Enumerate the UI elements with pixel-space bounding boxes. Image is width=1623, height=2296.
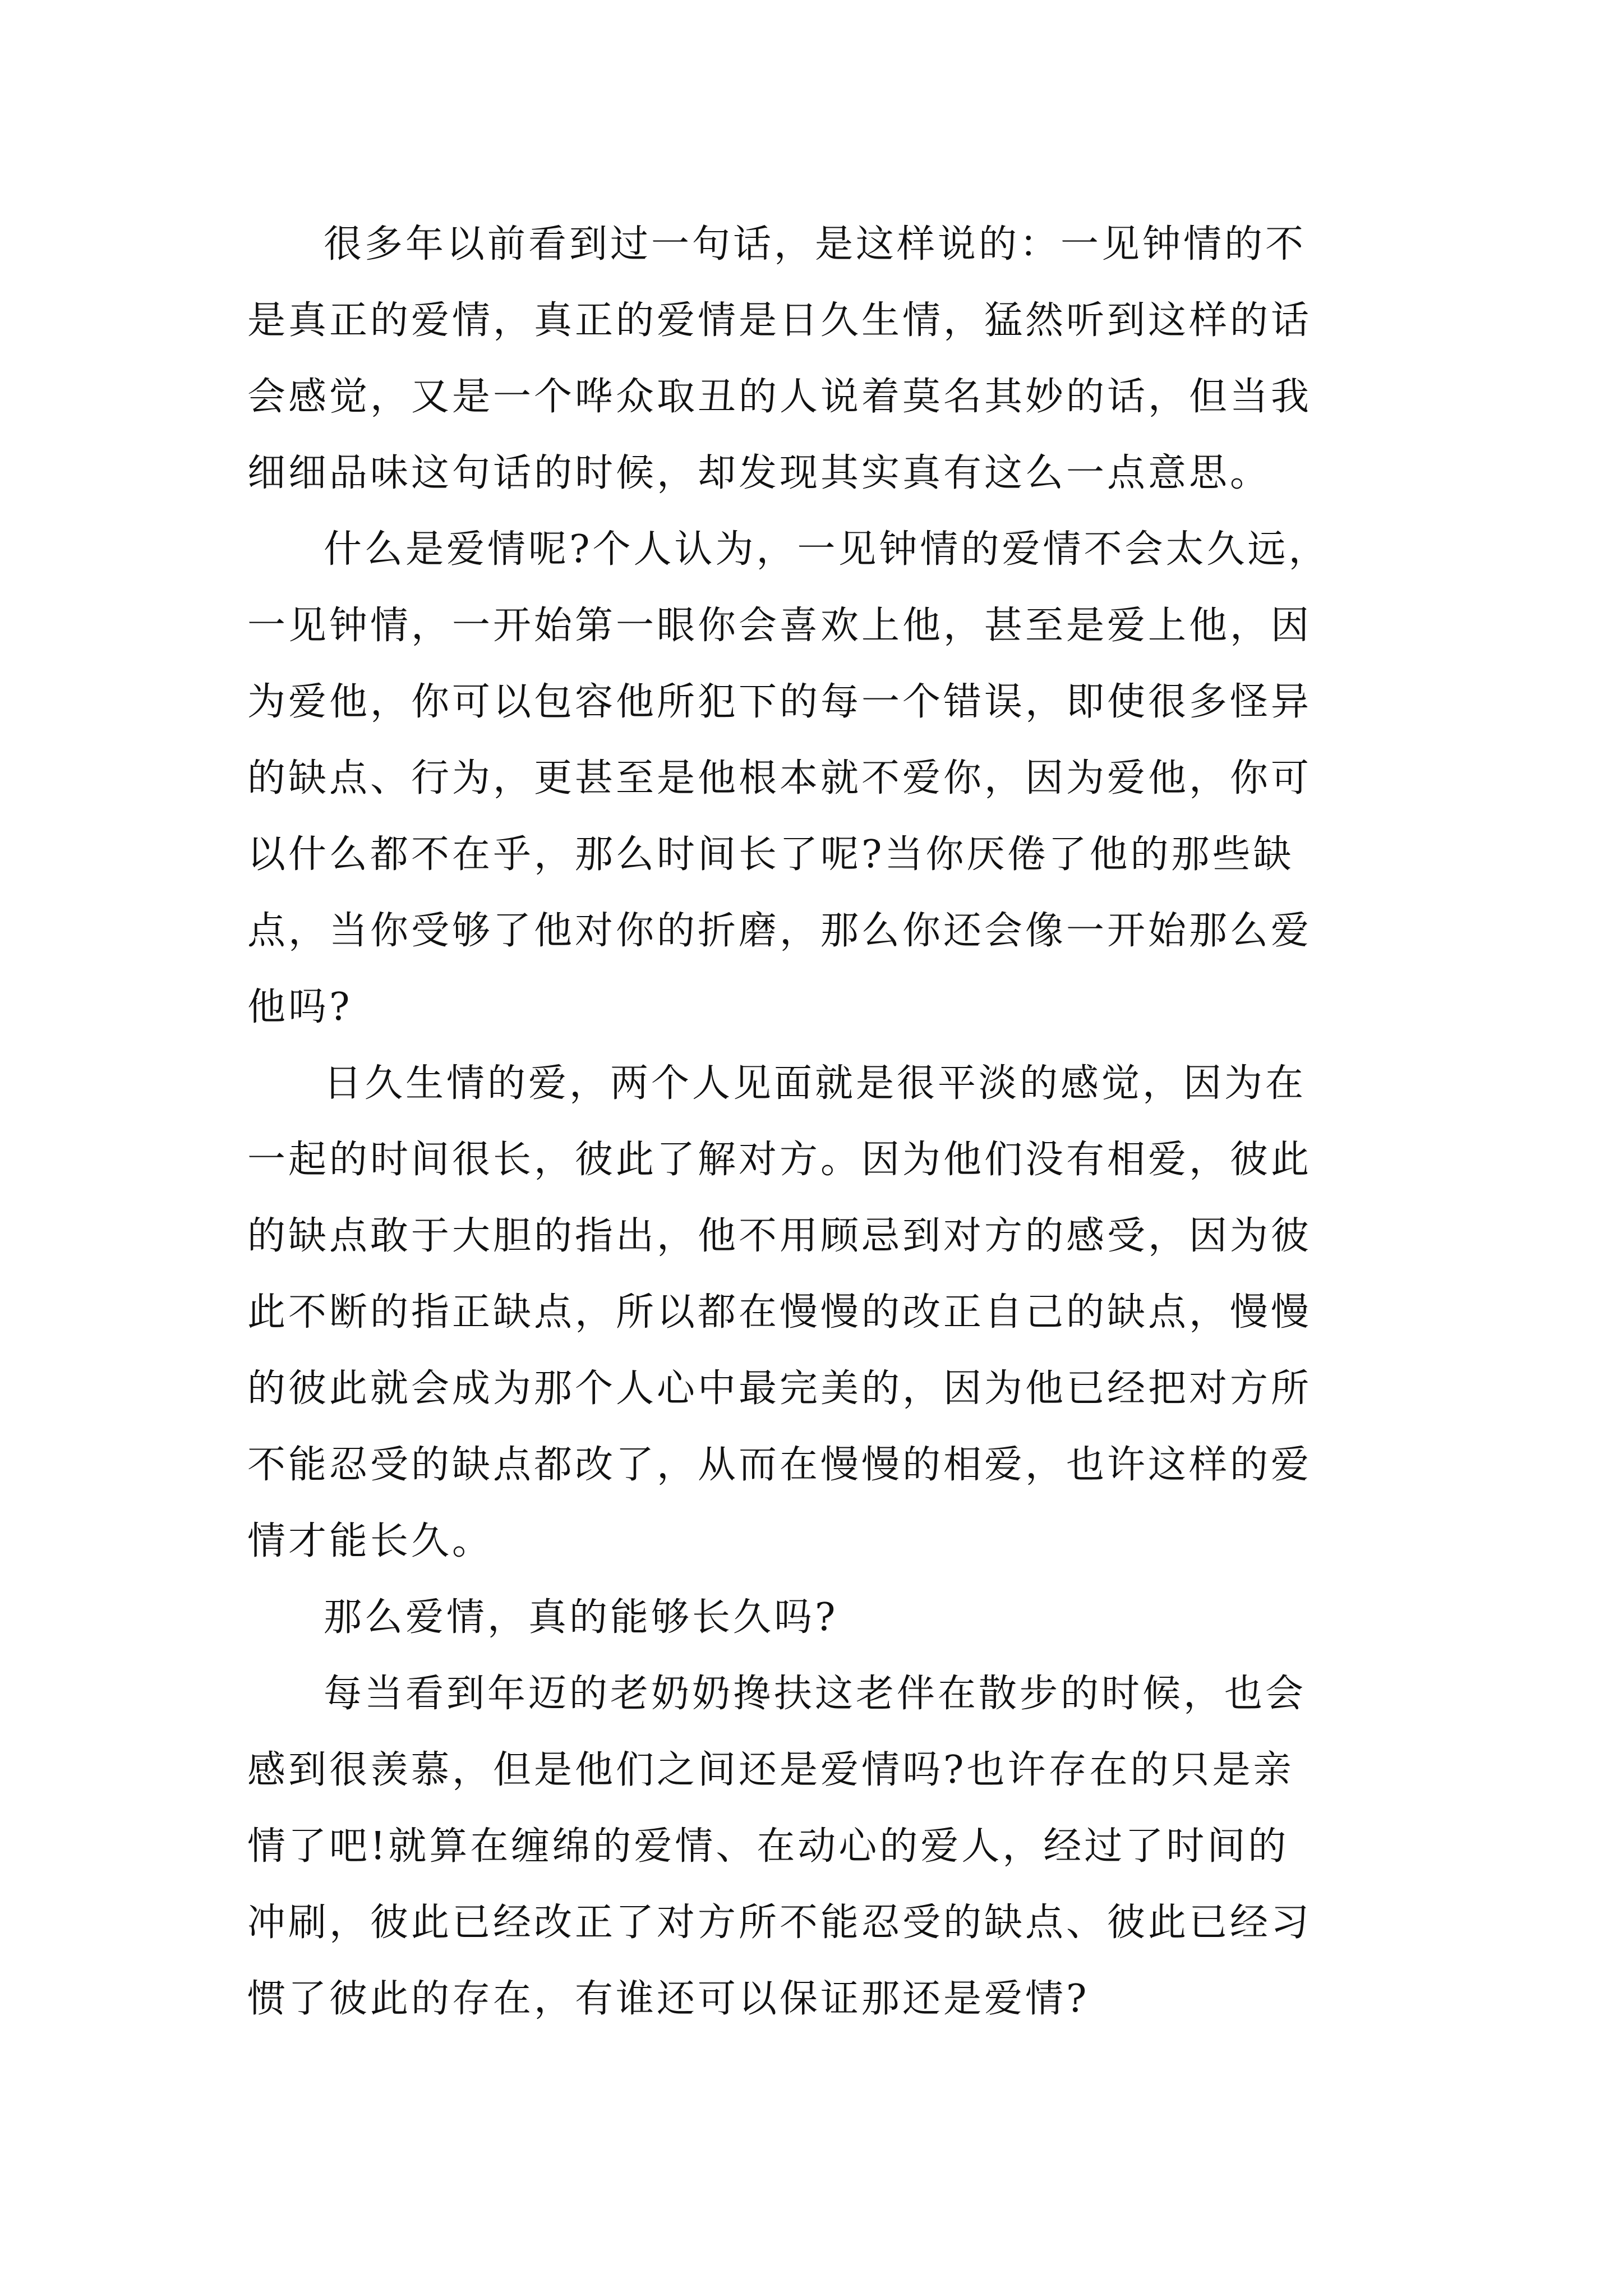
- paragraph-line: 惯了彼此的存在，有谁还可以保证那还是爱情?: [247, 1977, 1090, 2021]
- paragraph-line: 的彼此就会成为那个人心中最完美的，因为他已经把对方所: [247, 1366, 1312, 1411]
- paragraph-3: [247, 1046, 1386, 1580]
- paragraph-line: 的缺点、行为，更甚至是他根本就不爱你，因为爱他，你可: [247, 756, 1312, 800]
- paragraph-line: 会感觉，又是一个哗众取丑的人说着莫名其妙的话，但当我: [247, 375, 1312, 419]
- paragraph-5: [247, 1656, 1386, 2037]
- paragraph-line: 细细品味这句话的时候，却发现其实真有这么一点意思。: [247, 451, 1271, 495]
- paragraph-line: 一见钟情，一开始第一眼你会喜欢上他，甚至是爱上他，因: [247, 604, 1312, 648]
- paragraph-line: 不能忍受的缺点都改了，从而在慢慢的相爱，也许这样的爱: [247, 1443, 1312, 1487]
- paragraph-line: 情了吧!就算在缠绵的爱情、在动心的爱人，经过了时间的: [247, 1824, 1289, 1869]
- paragraph-4: [247, 1580, 1386, 1656]
- document-body: [247, 206, 1386, 2037]
- paragraph-line: 什么是爱情呢?个人认为，一见钟情的爱情不会太久远，: [324, 527, 1330, 572]
- paragraph-line: 以什么都不在乎，那么时间长了呢?当你厌倦了他的那些缺: [247, 832, 1294, 877]
- paragraph-line: 点，当你受够了他对你的折磨，那么你还会像一开始那么爱: [247, 909, 1312, 953]
- paragraph-line: 的缺点敢于大胆的指出，他不用顾忌到对方的感受，因为彼: [247, 1214, 1312, 1258]
- paragraph-line: 冲刷，彼此已经改正了对方所不能忍受的缺点、彼此已经习: [247, 1901, 1312, 1945]
- paragraph-line: 一起的时间很长，彼此了解对方。因为他们没有相爱，彼此: [247, 1138, 1312, 1182]
- paragraph-line: 日久生情的爱，两个人见面就是很平淡的感觉，因为在: [324, 1061, 1307, 1106]
- paragraph-line: 感到很羡慕，但是他们之间还是爱情吗?也许存在的只是亲: [247, 1748, 1294, 1792]
- paragraph-line: 每当看到年迈的老奶奶搀扶这老伴在散步的时候，也会: [324, 1672, 1307, 1716]
- paragraph-line: 那么爱情，真的能够长久吗?: [324, 1595, 838, 1640]
- paragraph-line: 为爱他，你可以包容他所犯下的每一个错误，即使很多怪异: [247, 680, 1312, 724]
- paragraph-line: 他吗?: [247, 985, 353, 1029]
- paragraph-line: 此不断的指正缺点，所以都在慢慢的改正自己的缺点，慢慢: [247, 1290, 1312, 1335]
- paragraph-1: [247, 206, 1386, 512]
- paragraph-line: 很多年以前看到过一句话，是这样说的：一见钟情的不: [324, 222, 1307, 266]
- paragraph-line: 情才能长久。: [247, 1519, 494, 1563]
- paragraph-2: [247, 512, 1386, 1046]
- paragraph-line: 是真正的爱情，真正的爱情是日久生情，猛然听到这样的话: [247, 298, 1312, 343]
